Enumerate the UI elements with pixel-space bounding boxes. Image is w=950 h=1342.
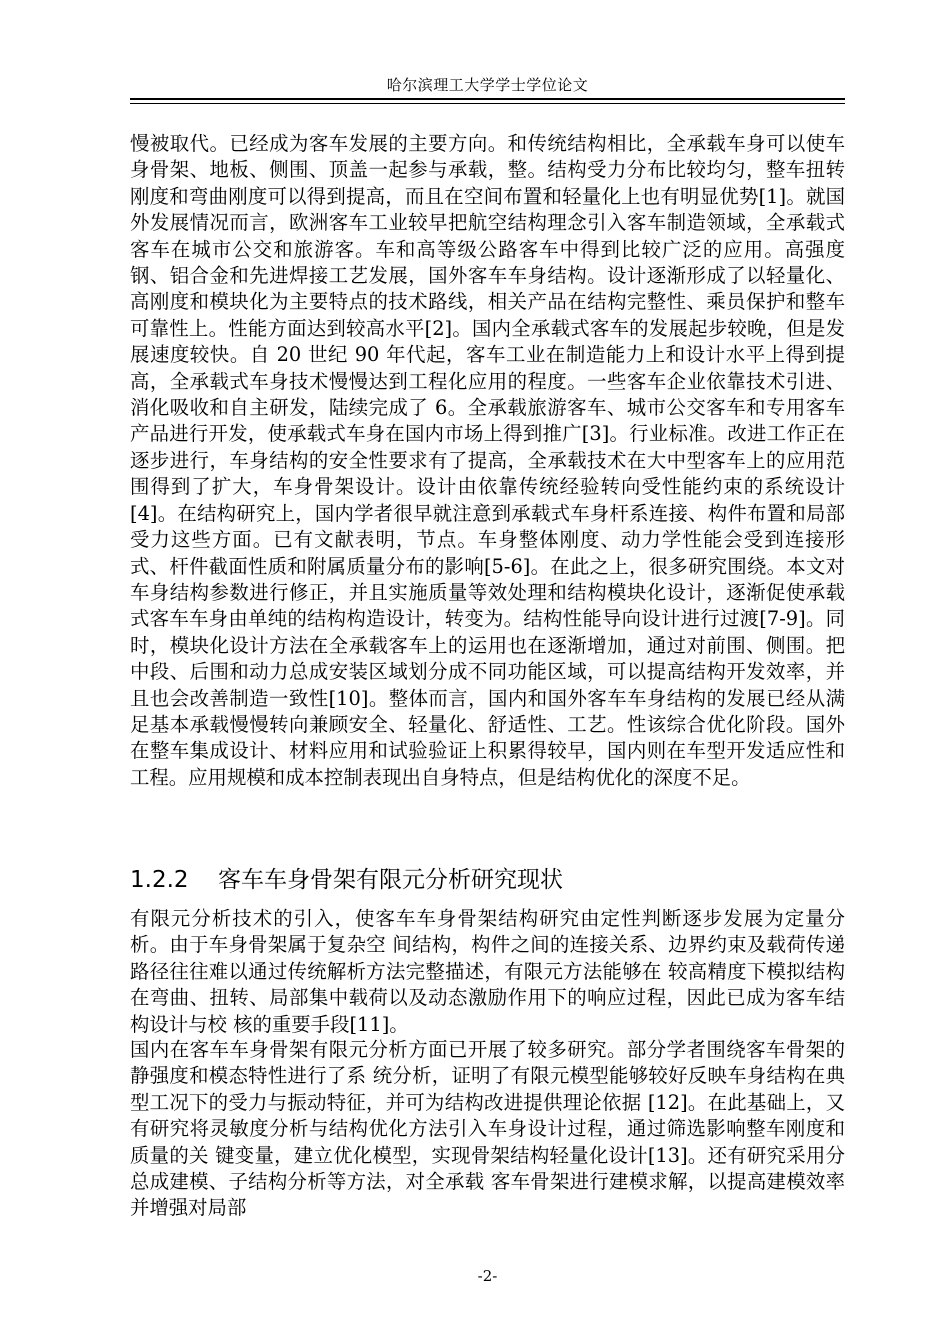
section-number: 1.2.2 [130,867,189,893]
section-heading [130,864,845,896]
running-header: 哈尔滨理工大学学士学位论文 [386,76,589,94]
body-paragraph-1: 慢被取代。已经成为客车发展的主要方向。和传统结构相比，全承载车身可以使车身骨架、地板、侧围、顶盖一起参与承载，整。结构受力分布比较均匀，整车扭转刚度和弯曲刚度可以得到提高，而且在空间布置和轻量化上也有明显优势[1]。就国外发展情况而言，欧洲客车工业较早把航空结构理念引入客车制造领域，全承载式客车在城市公交和旅游客。车和高等级公路客车中得到比较广泛的应用。高强度钢、铝合金和先进焊接工艺发展，国外客车车身结构。设计逐渐形成了以轻量化、高刚度和模块化为主要特点的技术路线，相关产品在结构完整性、乘员保护和整车可靠性上。性能方面达到较高水平[2]。国内全承载式客车的发展起步较晚，但是发展速度较快。自 20 世纪 90 年代起，客车工业在制造能力上和设计水平上得到提高，全承载式车身技术慢慢达到工程化应用的程度。一些客车企业依靠技术引进、消化吸收和自主研发，陆续完成了 6。全承载旅游客车、城市公交客车和专用客车产品进行开发，使承载式车身在国内市场上得到推广[3]。行业标准。改进工作正在逐步进行，车身结构的安全性要求有了提高，全承载技术在大中型客车上的应用范围得到了扩大，车身骨架设计。设计由依靠传统经验转向受性能约束的系统设计[4]。在结构研究上，国内学者很早就注意到承载式车身杆系连接、构件布置和局部受力这些方面。已有文献表明，节点。车身整体刚度、动力学性能会受到连接形式、杆件截面性质和附属质量分布的影响[5-6]。在此之上，很多研究围绕。本文对车身结构参数进行修正，并且实施质量等效处理和结构模块化设计，逐渐促使承载式客车车身由单纯的结构构造设计，转变为。结构性能导向设计进行过渡[7-9]。同时，模块化设计方法在全承载客车上的运用也在逐渐增加，通过对前围、侧围。把中段、后围和动力总成安装区域划分成不同功能区域，可以提高结构开发效率，并且也会改善制造一致性[10]。整体而言，国内和国外客车车身结构的发展已经从满足基本承载慢慢转向兼顾安全、轻量化、舒适性、工艺。性该综合优化阶段。国外在整车集成设计、材料应用和试验验证上积累得较早，国内则在车型开发适应性和工程。应用规模和成本控制表现出自身特点，但是结构优化的深度不足。 [130,132,845,789]
header-rule-thick [130,98,845,100]
header-rule-thin [130,103,845,104]
page-number: -2- [477,1267,498,1285]
section-title: 客车车身骨架有限元分析研究现状 [218,867,563,893]
body-paragraph-2: 有限元分析技术的引入，使客车车身骨架结构研究由定性判断逐步发展为定量分析。由于车身骨架属于复杂空 间结构，构件之间的连接关系、边界约束及载荷传递路径往往难以通过传统解析方法完整描述，有限元方法能够在 较高精度下模拟结构在弯曲、扭转、局部集中载荷以及动态激励作用下的响应过程，因此已成为客车结构设计与校 核的重要手段[11]。 [130,907,845,1036]
body-paragraph-3: 国内在客车车身骨架有限元分析方面已开展了较多研究。部分学者围绕客车骨架的静强度和模态特性进行了系 统分析，证明了有限元模型能够较好反映车身结构在典型工况下的受力与振动特征，并可为结构改进提供理论依据 [12]。在此基础上，又有研究将灵敏度分析与结构优化方法引入车身设计过程，通过筛选影响整车刚度和质量的关 键变量，建立优化模型，实现骨架结构轻量化设计[13]。还有研究采用分总成建模、子结构分析等方法，对全承载 客车骨架进行建模求解，以提高建模效率并增强对局部 [130,1038,845,1220]
